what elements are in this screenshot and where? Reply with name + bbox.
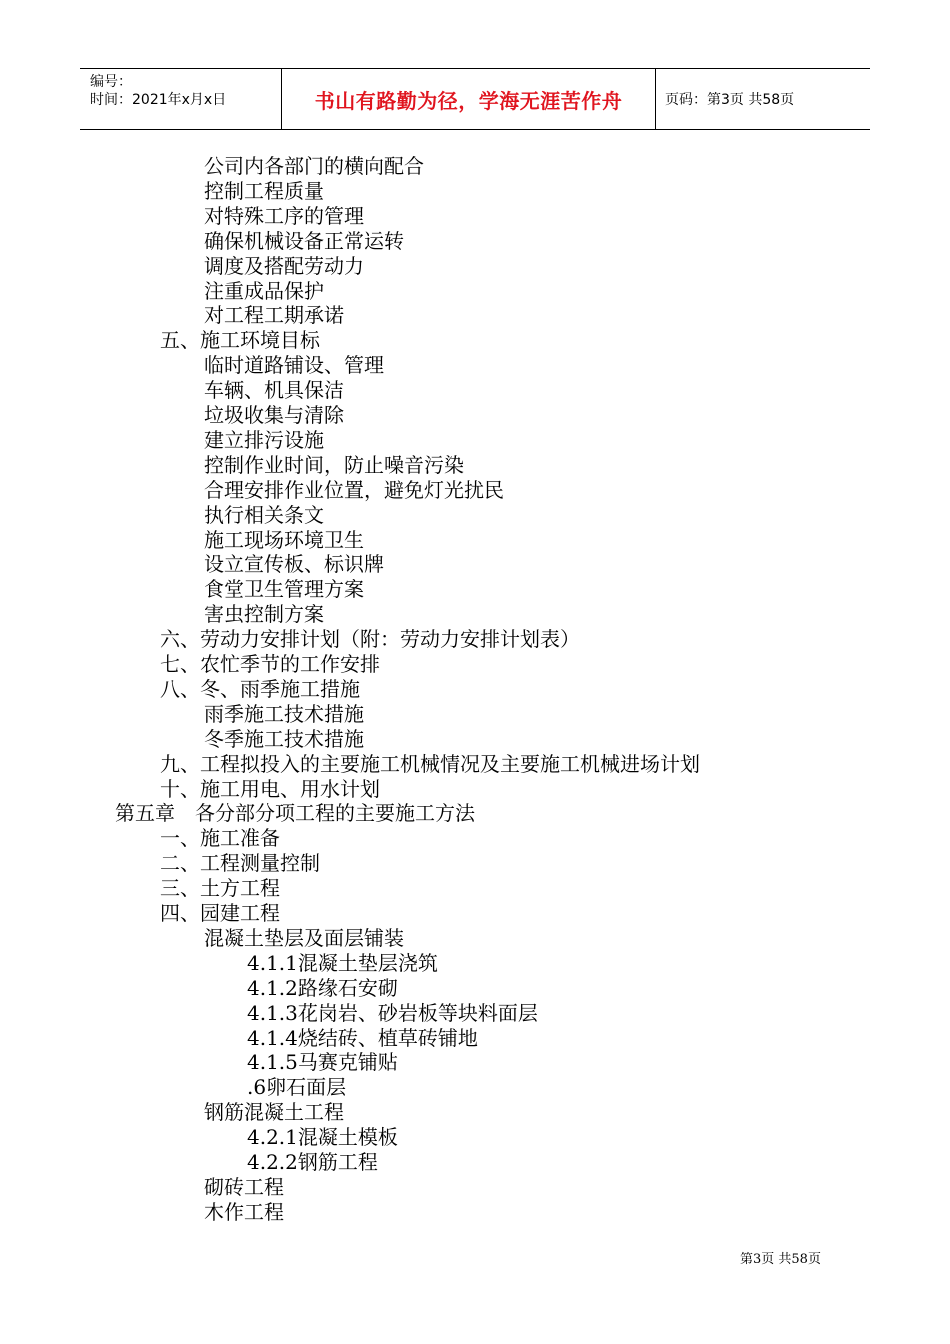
toc-entry: 4.1.1混凝土垫层浇筑 [247,950,438,975]
toc-entry: 六、劳动力安排计划（附：劳动力安排计划表） [160,627,580,652]
toc-entry: 确保机械设备正常运转 [204,228,404,253]
toc-entry: 冬季施工技术措施 [204,726,364,751]
toc-entry: 控制工程质量 [204,178,324,203]
toc-entry: 四、园建工程 [160,901,280,925]
toc-entry: 混凝土垫层及面层铺装 [204,925,404,950]
toc-entry: 害虫控制方案 [204,602,324,627]
toc-entry: 食堂卫生管理方案 [204,577,364,602]
header-page-cell [655,69,870,129]
header-page-number: 页码：第3页 共58页 [665,92,795,108]
toc-entry: 雨季施工技术措施 [204,701,364,726]
toc-entry: 执行相关条文 [204,502,324,527]
toc-entry: 第五章 各分部分项工程的主要施工方法 [115,801,475,826]
document-time-label: 时间：2021年x月x日 [90,92,227,108]
toc-entry: 4.1.2路缘石安砌 [247,975,398,1000]
toc-entry: 五、施工环境目标 [160,328,320,353]
toc-entry: .6卵石面层 [247,1075,347,1100]
toc-entry: 4.2.2钢筋工程 [247,1150,378,1174]
toc-entry: 车辆、机具保洁 [204,378,344,403]
document-number-label: 编号： [90,74,132,90]
toc-entry: 合理安排作业位置，避免灯光扰民 [204,477,504,502]
toc-entry: 4.1.4烧结砖、植草砖铺地 [247,1025,478,1050]
toc-entry: 十、施工用电、用水计划 [160,776,380,801]
toc-entry: 二、工程测量控制 [160,851,320,876]
toc-entry: 对特殊工序的管理 [204,203,364,228]
page-footer-number: 第3页 共58页 [740,1252,821,1267]
toc-entry: 木作工程 [204,1199,284,1224]
toc-entry: 控制作业时间，防止噪音污染 [204,452,464,477]
page-header [80,68,870,130]
toc-entry: 钢筋混凝土工程 [204,1100,344,1125]
toc-entry: 4.1.3花岗岩、砂岩板等块料面层 [247,1000,538,1025]
toc-entry: 注重成品保护 [204,278,324,303]
header-motto-cell [281,69,656,129]
toc-entry: 七、农忙季节的工作安排 [160,652,380,676]
toc-entry: 对工程工期承诺 [204,303,344,328]
toc-entry: 施工现场环境卫生 [204,527,364,552]
toc-entry: 调度及搭配劳动力 [204,253,364,278]
toc-entry: 砌砖工程 [204,1174,284,1199]
toc-entry: 垃圾收集与清除 [204,403,344,427]
toc-entry: 公司内各部门的横向配合 [204,154,424,178]
toc-entry: 设立宣传板、标识牌 [204,552,384,577]
header-motto: 书山有路勤为径，学海无涯苦作舟 [314,88,623,113]
toc-entry: 临时道路铺设、管理 [204,353,384,378]
toc-entry: 九、工程拟投入的主要施工机械情况及主要施工机械进场计划 [160,751,700,776]
header-meta-cell [80,69,281,129]
toc-entry: 建立排污设施 [204,427,324,452]
toc-entry: 八、冬、雨季施工措施 [160,676,360,701]
toc-entry: 4.1.5马赛克铺贴 [247,1050,398,1075]
toc-entry: 一、施工准备 [160,826,280,851]
toc-entry: 三、土方工程 [160,876,280,901]
toc-entry: 4.2.1混凝土模板 [247,1125,398,1150]
